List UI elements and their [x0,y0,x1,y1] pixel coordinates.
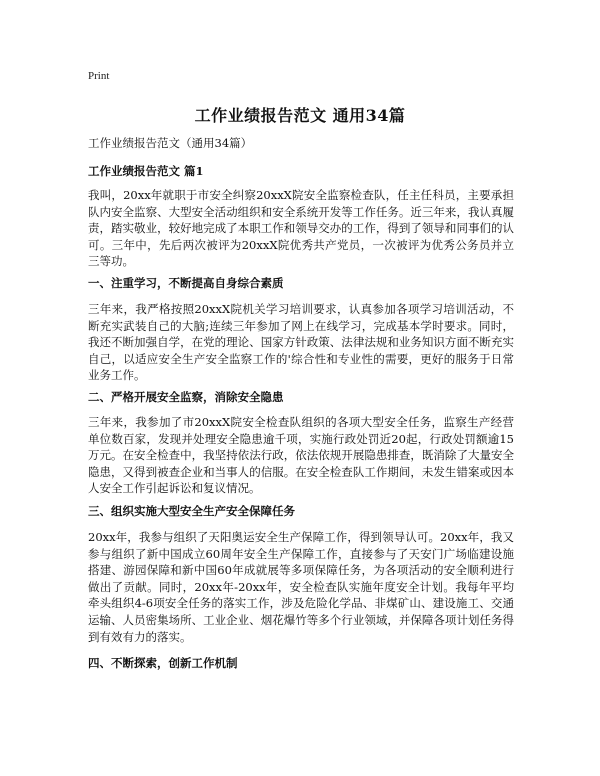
document-title: 工作业绩报告范文 通用34篇 [194,106,406,125]
document-subtitle: 工作业绩报告范文（通用34篇） [88,136,253,150]
section-heading-3: 三、组织实施大型安全生产安全保障任务 [88,504,295,518]
section-body-1: 三年来，我严格按照20xxX院机关学习培训要求，认真参加各项学习培训活动，不断充实武装自己的大脑;连续三年参加了网上在线学习，完成基本学时要求。同时，我还不断加强自学，在党的理论、国家方针政策、法律法规和业务知识方面不断充实自己，以适应安全生产安全监察工作的'综合性和专业性的需要，更好的服务于日常业务工作。 [88,302,514,383]
section-heading-4: 四、不断探索，创新工作机制 [88,656,238,670]
section-body-3: 20xx年，我参与组织了天阳奥运安全生产保障工作，得到领导认可。20xx年，我又参与组织了新中国成立60周年安全生产保障工作，直接参与了天安门广场临建设施搭建、游园保障和新中国60年成就展等多项保障任务，为各项活动的安全顺利进行做出了贡献。同时，20xx年-20xx年，安全检查队实施年度安全计划。我每年平均牵头组织4-6项安全任务的落实工作，涉及危险化学品、非煤矿山、建设施工、交通运输、人员密集场所、工业企业、烟花爆竹等多个行业领域，并保障各项计划任务得到有效有力的落实。 [88,530,514,644]
part-heading: 工作业绩报告范文 篇1 [88,164,204,178]
section-body-2: 三年来，我参加了市20xxX院安全检查队组织的各项大型安全任务，监察生产经营单位数百家，发现并处理安全隐患逾千项，实施行政处罚近20起，行政处罚额逾15万元。在安全检查中，我坚持依法行政，依法依规开展隐患排查，既消除了大量安全隐患，又得到被查企业和当事人的信服。在安全检查队工作期间，未发生错案或因本人安全工作引起诉讼和复议情况。 [88,415,514,496]
intro-paragraph: 我叫，20xx年就职于市安全纠察20xxX院安全监察检查队，任主任科员，主要承担队内安全监察、大型安全活动组织和安全系统开发等工作任务。近三年来，我认真履责，踏实敬业，较好地完成了本职工作和领导交办的工作，得到了领导和同事们的认可。三年中，先后两次被评为20xxX院优秀共产党员，一次被评为优秀公务员并立三等功。 [88,188,514,269]
section-heading-1: 一、注重学习，不断提高自身综合素质 [88,276,284,290]
print-label[interactable]: Print [88,70,110,82]
section-heading-2: 二、严格开展安全监察，消除安全隐患 [88,390,284,404]
